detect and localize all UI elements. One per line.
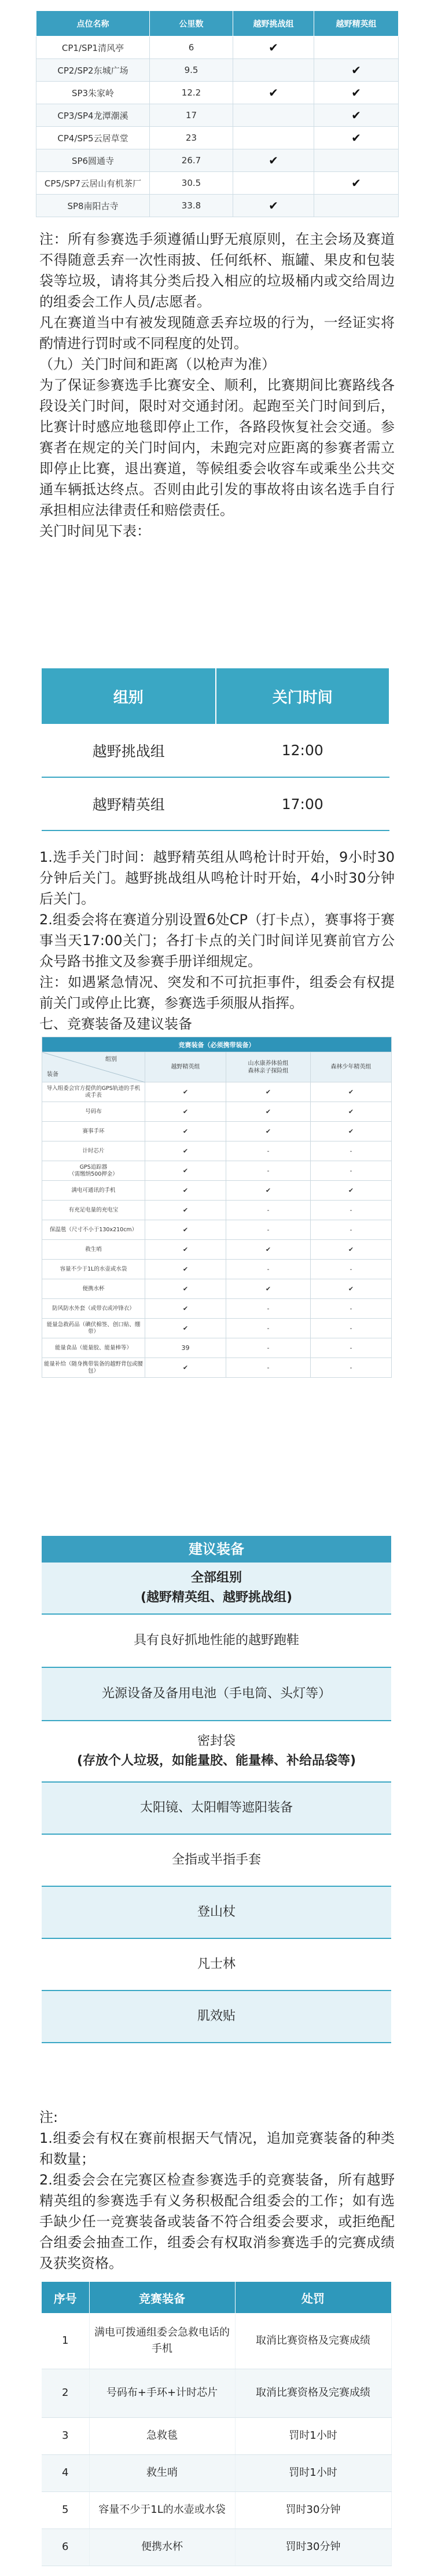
equipment-mark: ✔ <box>311 1122 392 1141</box>
checkpoint-km: 6 <box>150 36 233 59</box>
table-row <box>42 1082 392 1102</box>
table-row <box>42 1102 392 1122</box>
equipment-table-title: 竞赛装备（必须携带装备） <box>42 1037 392 1052</box>
section9-body: 为了保证参赛选手比赛安全、顺利，比赛期间比赛路线各段设关门时间，限时对交通封闭。起跑至关门时间到后，比赛计时感应地毯即停止工作，各路段恢复社会交通。参赛者在规定的关门时间内，未跑完对应距离的参赛者需立即停止比赛，退出赛道，等候组委会收容车或乘坐公共交通车辆抵达终点。否则由此引发的事故将由该名选手自行承担相应法律责任和赔偿责任。 <box>39 377 395 518</box>
recommended-item <box>42 1783 391 1835</box>
checkpoint-name: SP8南阳古寺 <box>36 195 150 217</box>
cutoff-group: 越野挑战组 <box>42 724 216 777</box>
recommended-item <box>42 1721 391 1783</box>
equipment-mark: ✔ <box>145 1279 226 1299</box>
penalty-no: 1 <box>42 2313 89 2369</box>
equipment-mark: - <box>311 1220 392 1240</box>
equipment-mark: ✔ <box>145 1240 226 1260</box>
equipment-mark: - <box>226 1201 311 1220</box>
checkpoint-elite-cell <box>314 172 399 195</box>
checkpoint-header: 点位名称 <box>36 11 150 36</box>
penalty-value: 取消比赛资格及完赛成绩 <box>235 2369 391 2417</box>
cutoff-table <box>42 668 390 831</box>
equipment-mark: - <box>226 1319 311 1338</box>
table-row <box>42 724 389 777</box>
checkpoint-header: 公里数 <box>150 11 233 36</box>
equipment-item: 导入组委会官方提供的GPS轨迹的手机或手表 <box>42 1082 145 1102</box>
check-icon: ✔ <box>351 63 361 77</box>
recommended-item-text: 光源设备及备用电池（手电筒、头灯等） <box>101 1686 331 1701</box>
recommended-item-text: 密封袋 <box>197 1734 236 1748</box>
equipment-notes <box>39 2107 395 2274</box>
equipment-mark: ✔ <box>145 1299 226 1319</box>
checkpoint-name: SP3朱家岭 <box>36 82 150 104</box>
checkpoint-elite-cell <box>314 104 399 127</box>
checkpoint-header: 越野挑战组 <box>233 11 314 36</box>
checkpoint-elite-cell <box>314 127 399 149</box>
check-icon: ✔ <box>269 199 278 213</box>
checkpoint-name: CP4/SP5云居草堂 <box>36 127 150 149</box>
table-row <box>42 1181 392 1201</box>
equipment-note: 注: <box>39 2109 58 2125</box>
checkpoint-km: 30.5 <box>150 172 233 195</box>
corner-bottom-label: 装备 <box>47 1071 58 1078</box>
table-row <box>42 2529 391 2566</box>
penalty-item: 急救毯 <box>89 2417 235 2454</box>
penalty-item: 号码布+手环+计时芯片 <box>89 2369 235 2417</box>
recommended-item <box>42 1668 391 1721</box>
table-row <box>36 195 399 217</box>
equipment-item: 能量急救药品（碘伏棉签、创口贴、绷带） <box>42 1319 145 1338</box>
equipment-mark: ✔ <box>311 1102 392 1122</box>
checkpoint-challenge-cell <box>233 82 314 104</box>
cutoff-time: 17:00 <box>216 777 390 830</box>
equipment-item: 满电可通讯的手机 <box>42 1181 145 1201</box>
equipment-col-header: 越野精英组 <box>145 1052 226 1082</box>
check-icon: ✔ <box>351 176 361 190</box>
recommended-item-text: 太阳镜、太阳帽等遮阳装备 <box>139 1801 293 1815</box>
cutoff-note: 2.组委会将在赛道分别设置6处CP（打卡点），赛事将于赛事当天17:00关门；各打卡点的关门时间详见赛前官方公众号路书推文及参赛手册详细规定。 <box>39 912 395 969</box>
penalty-no: 2 <box>42 2369 89 2417</box>
table-row <box>42 1220 392 1240</box>
equipment-item: GPS追踪器 （需缴纳500押金） <box>42 1161 145 1181</box>
equipment-item: 容量不少于1L的水壶或水袋 <box>42 1260 145 1279</box>
table-row <box>36 127 399 149</box>
equipment-mark: - <box>311 1260 392 1279</box>
equipment-mark: - <box>311 1338 392 1358</box>
checkpoint-table <box>36 10 399 217</box>
equipment-mark: - <box>311 1358 392 1378</box>
equipment-mark: ✔ <box>145 1201 226 1220</box>
table-row <box>36 59 399 82</box>
equipment-mark: ✔ <box>145 1122 226 1141</box>
table-row <box>42 2491 391 2529</box>
equipment-item: 有充足电量的充电宝 <box>42 1201 145 1220</box>
checkpoint-name: SP6圆通寺 <box>36 149 150 172</box>
section9-title: （九）关门时间和距离（以枪声为准） <box>39 356 275 372</box>
penalty-table <box>42 2282 392 2566</box>
check-icon: ✔ <box>269 153 278 167</box>
table-row <box>36 149 399 172</box>
equipment-mark: ✔ <box>311 1082 392 1102</box>
penalty-value: 罚时1小时 <box>235 2417 391 2454</box>
checkpoint-elite-cell <box>314 195 399 217</box>
check-icon: ✔ <box>351 86 361 100</box>
table-row <box>36 104 399 127</box>
equipment-corner <box>42 1052 145 1082</box>
penalty-header-no: 序号 <box>42 2282 89 2313</box>
checkpoint-challenge-cell <box>233 59 314 82</box>
table-row <box>42 1299 392 1319</box>
penalty-item: 容量不少于1L的水壶或水袋 <box>89 2491 235 2529</box>
check-icon: ✔ <box>269 86 278 100</box>
equipment-mark: ✔ <box>145 1260 226 1279</box>
section7-title: 七、竞赛装备及建议装备 <box>39 1016 192 1032</box>
equipment-col-header: 山水康养体验组 森林亲子探险组 <box>226 1052 311 1082</box>
equipment-mark: - <box>311 1161 392 1181</box>
equipment-note: 1.组委会有权在赛前根据天气情况，追加竞赛装备的种类和数量； <box>39 2130 395 2167</box>
equipment-mark: - <box>311 1141 392 1161</box>
equipment-mark: - <box>226 1220 311 1240</box>
checkpoint-km: 26.7 <box>150 149 233 172</box>
penalty-item: 救生哨 <box>89 2454 235 2491</box>
recommended-item <box>42 1615 391 1668</box>
recommended-item-sub: (存放个人垃圾，如能量胶、能量棒、补给品袋等) <box>76 1754 356 1768</box>
penalty-value: 罚时30分钟 <box>235 2491 391 2529</box>
equipment-mark: ✔ <box>145 1161 226 1181</box>
recommended-item-text: 全指或半指手套 <box>171 1853 261 1867</box>
equipment-mark: ✔ <box>226 1279 311 1299</box>
equipment-mark: ✔ <box>311 1181 392 1201</box>
equipment-mark: ✔ <box>226 1102 311 1122</box>
corner-top-label: 组别 <box>105 1056 117 1063</box>
table-row <box>42 1201 392 1220</box>
recommended-item <box>42 1835 391 1887</box>
cutoff-time: 12:00 <box>216 724 390 777</box>
table-row <box>42 1338 392 1358</box>
cutoff-notes <box>39 847 395 1034</box>
cutoff-header-group: 组别 <box>42 668 216 724</box>
table-row <box>36 82 399 104</box>
equipment-mark: ✔ <box>145 1102 226 1122</box>
cutoff-note: 1.选手关门时间：越野精英组从鸣枪计时开始，9小时30分钟后关门。越野挑战组从鸣枪计时开始，4小时30分钟后关门。 <box>39 849 395 907</box>
recommended-all-groups <box>42 1563 391 1615</box>
penalty-item: 满电可拨通组委会急救电话的手机 <box>89 2313 235 2369</box>
table-row <box>42 1279 392 1299</box>
equipment-mark: ✔ <box>311 1279 392 1299</box>
equipment-mark: - <box>226 1141 311 1161</box>
checkpoint-challenge-cell <box>233 149 314 172</box>
checkpoint-name: CP2/SP2东城广场 <box>36 59 150 82</box>
recommended-item-text: 肌效贴 <box>197 2009 236 2024</box>
checkpoint-header: 越野精英组 <box>314 11 399 36</box>
penalty-no: 6 <box>42 2529 89 2566</box>
equipment-item: 计时芯片 <box>42 1141 145 1161</box>
table-row <box>36 36 399 59</box>
recommended-item-text: 凡士林 <box>197 1957 236 1971</box>
recommended-item <box>42 1991 391 2043</box>
table-row <box>42 2417 391 2454</box>
penalty-no: 4 <box>42 2454 89 2491</box>
checkpoint-km: 12.2 <box>150 82 233 104</box>
penalty-value: 罚时1小时 <box>235 2454 391 2491</box>
table-row <box>42 777 389 830</box>
table-row <box>42 1240 392 1260</box>
table-row <box>42 2454 391 2491</box>
checkpoint-km: 33.8 <box>150 195 233 217</box>
equipment-extra-value: 39 <box>145 1338 226 1358</box>
checkpoint-elite-cell <box>314 36 399 59</box>
garbage-note <box>39 229 395 541</box>
note-garbage: 注：所有参赛选手须遵循山野无痕原则，在主会场及赛道不得随意丢弃一次性雨披、任何纸杯、瓶罐、果皮和包装袋等垃圾，请将其分类后投入相应的垃圾桶内或交给周边的组委会工作人员/志愿者。 <box>39 231 395 310</box>
checkpoint-name: CP1/SP1清风亭 <box>36 36 150 59</box>
check-icon: ✔ <box>269 41 278 54</box>
checkpoint-name: CP3/SP4龙潭潮溪 <box>36 104 150 127</box>
recommended-equipment <box>42 1536 391 2043</box>
equipment-item: 能量食品（能量胶、能量棒等） <box>42 1338 145 1358</box>
penalty-header-item: 竞赛装备 <box>89 2282 235 2313</box>
equipment-mark: ✔ <box>145 1319 226 1338</box>
equipment-mark: - <box>311 1319 392 1338</box>
penalty-no: 3 <box>42 2417 89 2454</box>
cutoff-group: 越野精英组 <box>42 777 216 830</box>
recommended-title: 建议装备 <box>42 1536 391 1563</box>
equipment-mark: ✔ <box>226 1082 311 1102</box>
checkpoint-elite-cell <box>314 82 399 104</box>
table-row <box>36 172 399 195</box>
recommended-item-text: 具有良好抓地性能的越野跑鞋 <box>133 1633 299 1648</box>
check-icon: ✔ <box>351 131 361 145</box>
checkpoint-challenge-cell <box>233 104 314 127</box>
penalty-no: 5 <box>42 2491 89 2529</box>
table-row <box>42 1358 392 1378</box>
table-row <box>42 2369 391 2417</box>
recommended-item-text: 登山杖 <box>197 1905 236 1919</box>
equipment-mark: - <box>226 1358 311 1378</box>
table-row <box>42 1141 392 1161</box>
equipment-item: 能量补给（随身携带装备的越野背包或腰包） <box>42 1358 145 1378</box>
equipment-item: 保温毯（尺寸不小于130x210cm） <box>42 1220 145 1240</box>
equipment-col-header: 森林少年精英组 <box>311 1052 392 1082</box>
recommended-item <box>42 1939 391 1991</box>
table-row <box>42 2313 391 2369</box>
all-groups-label: 全部组别 <box>190 1571 242 1585</box>
check-icon: ✔ <box>351 108 361 122</box>
all-groups-sub: (越野精英组、越野挑战组) <box>140 1590 293 1605</box>
checkpoint-challenge-cell <box>233 195 314 217</box>
penalty-value: 取消比赛资格及完赛成绩 <box>235 2313 391 2369</box>
equipment-mark: ✔ <box>226 1240 311 1260</box>
equipment-mark: - <box>226 1299 311 1319</box>
cutoff-header-time: 关门时间 <box>216 668 390 724</box>
equipment-mark: - <box>311 1299 392 1319</box>
equipment-mark: ✔ <box>226 1122 311 1141</box>
equipment-mark: ✔ <box>145 1141 226 1161</box>
checkpoint-challenge-cell <box>233 127 314 149</box>
cutoff-intro: 关门时间见下表： <box>39 523 150 539</box>
checkpoint-challenge-cell <box>233 36 314 59</box>
recommended-item <box>42 1887 391 1939</box>
equipment-item: 救生哨 <box>42 1240 145 1260</box>
checkpoint-elite-cell <box>314 59 399 82</box>
equipment-mark: - <box>226 1161 311 1181</box>
equipment-mark: - <box>311 1201 392 1220</box>
equipment-table <box>42 1037 392 1378</box>
checkpoint-name: CP5/SP7云居山有机茶厂 <box>36 172 150 195</box>
equipment-mark: ✔ <box>145 1181 226 1201</box>
note-penalty: 凡在赛道当中有被发现随意丢弃垃圾的行为，一经证实将酌情进行罚时或不同程度的处罚。 <box>39 314 395 352</box>
table-row <box>42 1260 392 1279</box>
equipment-note: 2.组委会会在完赛区检查参赛选手的竞赛装备，所有越野精英组的参赛选手有义务积极配合组委会的工作；如有选手缺少任一竞赛装备或装备不符合组委会要求，或拒绝配合组委会抽查工作，组委会有权取消参赛选手的完赛成绩及获奖资格。 <box>39 2172 395 2271</box>
checkpoint-challenge-cell <box>233 172 314 195</box>
checkpoint-km: 23 <box>150 127 233 149</box>
table-row <box>42 1161 392 1181</box>
penalty-item: 便携水杯 <box>89 2529 235 2566</box>
checkpoint-km: 17 <box>150 104 233 127</box>
cutoff-note: 注：如遇紧急情况、突发和不可抗拒事件，组委会有权提前关门或停止比赛，参赛选手须服从指挥。 <box>39 974 395 1011</box>
penalty-header-penalty: 处罚 <box>235 2282 391 2313</box>
equipment-mark: ✔ <box>145 1358 226 1378</box>
equipment-item: 号码布 <box>42 1102 145 1122</box>
equipment-mark: ✔ <box>145 1220 226 1240</box>
equipment-mark: ✔ <box>311 1240 392 1260</box>
checkpoint-elite-cell <box>314 149 399 172</box>
equipment-mark: ✔ <box>226 1181 311 1201</box>
equipment-mark: ✔ <box>145 1082 226 1102</box>
table-row <box>42 1319 392 1338</box>
equipment-item: 赛事手环 <box>42 1122 145 1141</box>
equipment-mark: - <box>226 1338 311 1358</box>
checkpoint-km: 9.5 <box>150 59 233 82</box>
equipment-item: 便携水杯 <box>42 1279 145 1299</box>
penalty-value: 罚时30分钟 <box>235 2529 391 2566</box>
equipment-mark: - <box>226 1260 311 1279</box>
equipment-item: 防风防水外套（或带衣或冲锋衣） <box>42 1299 145 1319</box>
table-row <box>42 1122 392 1141</box>
